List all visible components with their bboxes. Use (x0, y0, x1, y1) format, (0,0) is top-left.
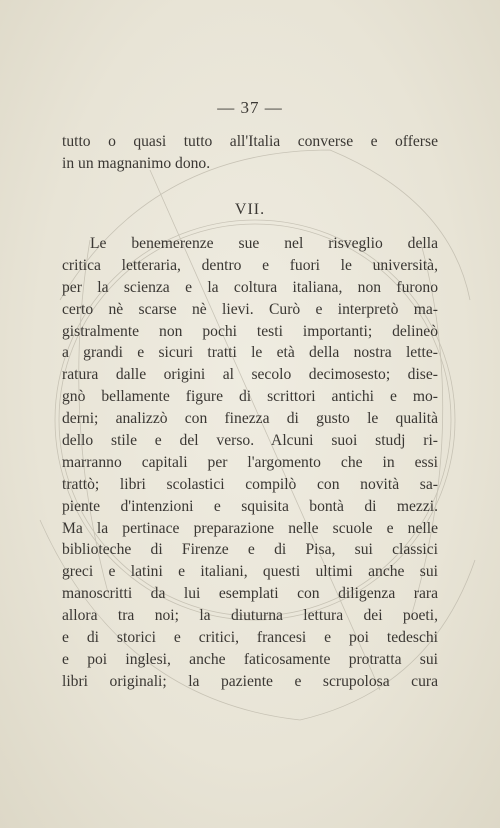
text-line: e poi inglesi, anche faticosamente protratta sui (62, 650, 438, 668)
text-line: piente d'intenzioni e squisita bontà di mezzi. (62, 497, 438, 515)
text-line: derni; analizzò con finezza di gusto le qualità (62, 410, 438, 428)
text-line: e di storici e critici, francesi e poi tedeschi (62, 629, 438, 647)
text-line: trattò; libri scolastici compilò con novità sa- (62, 475, 438, 493)
paragraph (62, 233, 438, 693)
text-line: dello stile e del verso. Alcuni suoi studj ri- (62, 432, 438, 450)
text-line: marranno capitali per l'argomento che in essi (62, 453, 438, 471)
text-line: manoscritti da lui esemplati con diligenza rara (62, 585, 438, 603)
text-line: tutto o quasi tutto all'Italia converse e offerse (62, 133, 438, 150)
text-line: Ma la pertinace preparazione nelle scuole e nelle (62, 519, 438, 537)
text-line: greci e latini e italiani, questi ultimi anche sui (62, 563, 438, 581)
section-heading: VII. (234, 201, 266, 218)
text-line: in un magnanimo dono. (62, 154, 211, 172)
text-line: per la scienza e la coltura italiana, non furono (62, 278, 438, 296)
text-line: gistralmente non pochi testi importanti; delineò (62, 322, 438, 340)
text-line: a grandi e sicuri tratti le età della nostra lette- (62, 344, 438, 362)
text-line: critica letteraria, dentro e fuori le università, (62, 256, 438, 274)
text-line: ratura dalle origini al secolo decimosesto; dise- (62, 366, 438, 384)
text-line: gnò bellamente figure di scrittori antichi e mo- (62, 388, 438, 406)
text-line: Le benemerenze sue nel risveglio della (90, 235, 438, 252)
text-line: biblioteche di Firenze e di Pisa, sui classici (62, 541, 438, 559)
text-line: libri originali; la paziente e scrupolosa cura (62, 672, 438, 690)
text-line: allora tra noi; la diuturna lettura dei poeti, (62, 607, 438, 625)
page-number: — 37 — (217, 98, 283, 117)
text-line: certo nè scarse nè lievi. Curò e interpretò ma- (62, 300, 438, 318)
opening-text (62, 131, 438, 175)
